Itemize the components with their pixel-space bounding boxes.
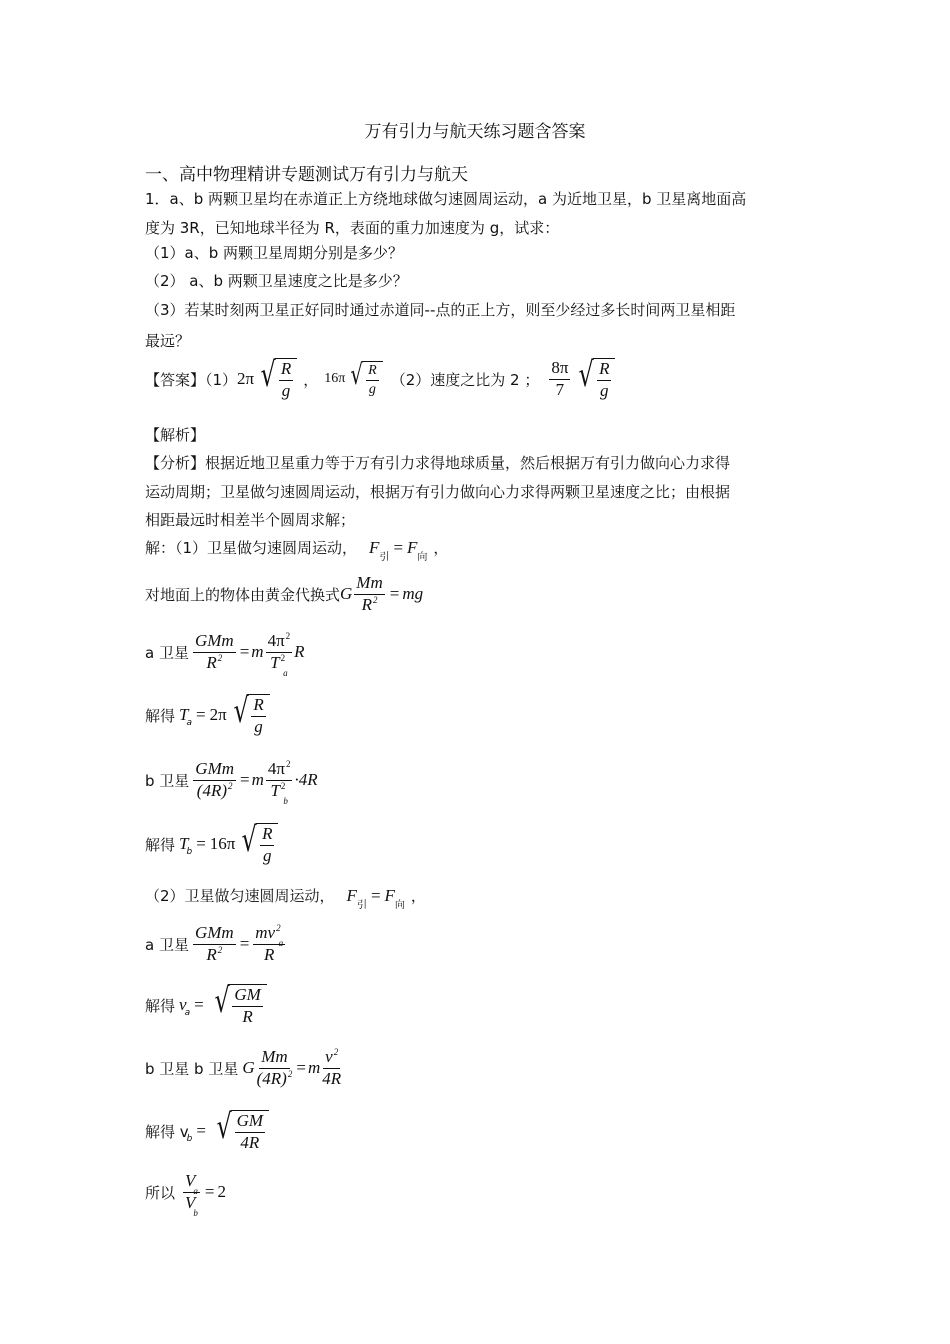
ratio-result: 所以 $\frac{V_a}{V_b}$ = 2 [145, 1171, 226, 1218]
q1-stem-line1: 1．a、b 两颗卫星均在赤道正上方绕地球做匀速圆周运动，a 为近地卫星，b 卫星离地面高 [145, 190, 747, 208]
b-sat-vb: 解得 v $_b$ = √ $\frac{GM}{4R}$ [145, 1110, 269, 1152]
answer-sep: ， [303, 370, 319, 389]
sqrt-R-over-g-3: √ $\frac{R}{g}$ [572, 358, 615, 400]
b-sat-Tb: 解得 T $_b$ = 16π √ $\frac{R}{g}$ [145, 823, 278, 865]
a-sat-va: 解得 v $_a$ = √ $\frac{GM}{R}$ [145, 984, 267, 1026]
a-sat-Ta: 解得 T $_a$ = 2π √ $\frac{R}{g}$ [145, 694, 270, 736]
solution-step1: 解：（1）卫星做匀速圆周运动， F 引 = F 向 ， [145, 537, 449, 563]
a-sat-eq1: a 卫星 $\frac{\text{GMm}}{R^2}$ = m $\frac{4\pi^2}{T^2_a}$ R [145, 631, 305, 678]
solution-part2: （2）卫星做匀速圆周运动， F 引 = F 向 ， [145, 885, 426, 911]
a-sat-eq2: a 卫星 $\frac{\text{GMm}}{R^2}$ = $\frac{mv^2_a}{R}$ [145, 923, 284, 964]
answer-16pi: 16π [324, 371, 346, 387]
golden-substitution: 对地面上的物体由黄金代换式 G $\frac{Mm}{R^2}$ = mg [145, 573, 424, 614]
answer-label: 【答案】（1） [145, 370, 238, 389]
analysis-label: 【解析】 [145, 426, 206, 444]
q1-part3-line1: （3）若某时刻两卫星正好同时通过赤道同--点的正上方，则至少经过多长时间两卫星相距 [145, 301, 736, 319]
sqrt-R-over-g-1: √ $\frac{R}{g}$ [254, 358, 297, 400]
q1-part1: （1）a、b 两颗卫星周期分别是多少？ [145, 244, 404, 262]
analysis-line2: 运动周期；卫星做匀速圆周运动，根据万有引力做向心力求得两颗卫星速度之比；由根据 [145, 483, 731, 501]
answer-2pi: 2π [237, 369, 255, 389]
analysis-line1: 【分析】根据近地卫星重力等于万有引力求得地球质量，然后根据万有引力做向心力求得 [145, 454, 731, 472]
b-sat-eq1: b 卫星 $\frac{\text{GMm}}{(4R)^2}$ = m $\frac{4\pi^2}{T^2_b}$ ·4R [145, 759, 318, 806]
page-title: 万有引力与航天练习题含答案 [364, 122, 586, 142]
frac-Mm-R2: $\frac{Mm}{R^2}$ [356, 573, 383, 614]
q1-part3-line2: 最远？ [145, 332, 191, 350]
b-sat-eq2: b 卫星 b 卫星 G $\frac{Mm}{(4R)^2}$ = m $\frac{v^2}{4R}$ [145, 1047, 342, 1088]
answer-8pi-over-7: $\frac{8\pi}{7}$ [551, 358, 569, 399]
sqrt-R-over-g-2: √ $\frac{R}{g}$ [345, 361, 382, 397]
answer-part2: （2）速度之比为 2 ； [390, 370, 540, 389]
analysis-line3: 相距最远时相差半个圆周求解； [145, 511, 356, 529]
q1-stem-line2: 度为 3R，已知地球半径为 R，表面的重力加速度为 g，试求： [145, 219, 560, 237]
q1-part2: （2） a、b 两颗卫星速度之比是多少？ [145, 272, 408, 290]
answer-line [145, 355, 615, 400]
section-heading: 一、高中物理精讲专题测试万有引力与航天 [145, 165, 468, 185]
